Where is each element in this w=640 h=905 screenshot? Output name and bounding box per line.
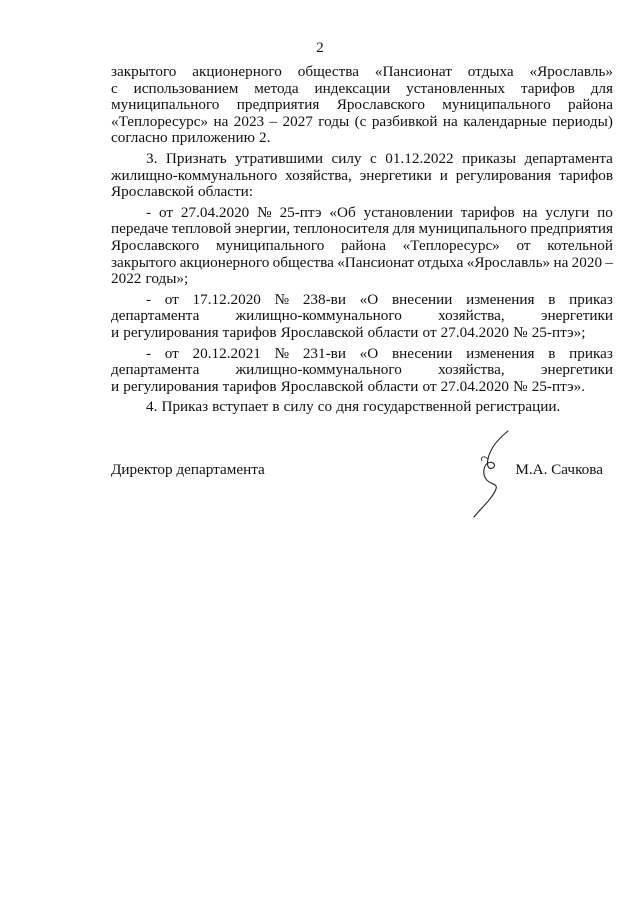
text-line (111, 64, 613, 81)
text-line (111, 151, 613, 168)
word: приложению (171, 129, 255, 147)
word: регулирования (123, 323, 219, 341)
word: тарифов (460, 203, 515, 221)
word: – (269, 112, 278, 130)
word: передаче (111, 220, 169, 238)
word: «О (359, 344, 379, 362)
word: внесении (391, 344, 453, 362)
word: от (164, 344, 179, 362)
text-line (111, 81, 613, 98)
word: приказ (569, 290, 613, 308)
word: Ярославской (280, 377, 364, 395)
page-number: 2 (316, 40, 324, 56)
word: и (111, 323, 120, 341)
word: № (274, 290, 290, 308)
word: предприятия (236, 96, 320, 114)
text-line (111, 325, 613, 342)
word: района (568, 96, 613, 114)
word: – (605, 253, 613, 271)
word: от (422, 323, 437, 341)
word: «Об (329, 203, 356, 221)
word: муниципального (418, 220, 527, 238)
signatory-title: Директор департамента (111, 461, 265, 478)
word: общества (272, 253, 334, 271)
word: Признать (165, 149, 227, 167)
word: 25-птэ». (531, 377, 586, 395)
text-line (111, 184, 613, 201)
word: общества (297, 63, 359, 80)
word: «Пансионат (374, 63, 452, 80)
word: «Теплоресурс» (111, 112, 209, 130)
word: для (392, 220, 415, 238)
word: области: (198, 183, 254, 201)
word: закрытого (111, 63, 177, 80)
word: 27.04.2020 (440, 377, 510, 395)
word: хозяйства, (438, 361, 505, 379)
word: - (146, 290, 152, 308)
word: приказы (462, 149, 517, 167)
word: 25-птэ (279, 203, 322, 221)
word: - (146, 344, 152, 362)
word: Ярославского (111, 236, 200, 254)
word: предприятия (530, 220, 613, 238)
word: района (341, 236, 386, 254)
word: на (522, 203, 538, 221)
text-line (111, 292, 613, 309)
word: 238-ви (302, 290, 346, 308)
word: 3. (146, 149, 158, 167)
word: энергетики (540, 361, 613, 379)
word: услуги (545, 203, 590, 221)
word: индексации (314, 79, 391, 97)
text-line (111, 362, 613, 379)
word: жилищно-коммунального (235, 307, 402, 325)
word: хозяйства, (438, 307, 505, 325)
text-line (111, 308, 613, 325)
word: 2027 (282, 112, 313, 130)
word: вступает (212, 398, 269, 416)
word: «Пансионат (337, 253, 415, 271)
word: 2022 (111, 270, 142, 288)
word: «Ярославль» (466, 253, 551, 271)
word: Ярославского (336, 96, 425, 114)
word: тарифов (559, 166, 613, 184)
word: изменения (466, 290, 535, 308)
word: периоды) (552, 112, 613, 130)
word: департамента (111, 361, 200, 379)
word: отдыха (417, 253, 464, 271)
word: Приказ (161, 398, 209, 416)
word: 2023 (233, 112, 265, 130)
word: жилищно-коммунального (111, 166, 278, 184)
word: 01.12.2022 (385, 149, 454, 167)
word: № (257, 203, 272, 221)
word: энергетики (359, 166, 432, 184)
word: Ярославской (111, 183, 194, 201)
word: и (111, 377, 120, 395)
word: котельной (547, 236, 613, 254)
word: № (513, 377, 528, 395)
word: утратившими (235, 149, 323, 167)
word: муниципального (442, 96, 551, 114)
word: календарные (463, 112, 547, 130)
word: государственной (363, 398, 472, 416)
word: изменения (466, 344, 535, 362)
word: установленных (406, 79, 506, 97)
word: 27.04.2020 (440, 323, 510, 341)
word: силу (331, 149, 362, 167)
word: и (439, 166, 448, 184)
word: внесении (391, 290, 453, 308)
text-line (111, 399, 613, 416)
word: с (111, 79, 118, 97)
word: тарифов (222, 377, 277, 395)
word: «Ярославль» (529, 63, 613, 80)
text-line (111, 221, 613, 238)
text-line (111, 255, 613, 272)
word: регулирования (455, 166, 552, 184)
word: в (272, 398, 280, 416)
word: № (513, 323, 528, 341)
word: годы»; (145, 270, 189, 288)
word: жилищно-коммунального (235, 361, 402, 379)
word: для (590, 79, 613, 97)
word: № (274, 344, 290, 362)
word: в (548, 290, 556, 308)
word: установлении (363, 203, 453, 221)
word: от (422, 377, 437, 395)
word: акционерного (179, 253, 270, 271)
word: тепловой (171, 220, 232, 238)
word: 2. (259, 129, 271, 147)
text-line (111, 205, 613, 222)
word: 27.04.2020 (180, 203, 250, 221)
word: силу (283, 398, 314, 416)
word: тарифов (520, 79, 575, 97)
handwritten-signature (468, 427, 518, 519)
word: 25-птэ»; (531, 323, 586, 341)
word: акционерного (192, 63, 282, 80)
word: от (516, 236, 531, 254)
text-line (111, 114, 613, 131)
word: хозяйства, (285, 166, 352, 184)
signatory-name: М.А. Сачкова (515, 461, 603, 478)
word: от (164, 290, 179, 308)
word: метода (254, 79, 299, 97)
word: 20.12.2021 (192, 344, 261, 362)
word: муниципального (215, 236, 325, 254)
text-line (111, 379, 613, 396)
word: разбивкой (371, 112, 438, 130)
document-body (111, 64, 613, 416)
word: 17.12.2020 (192, 290, 261, 308)
word: от (158, 203, 173, 221)
word: департамента (111, 307, 200, 325)
word: использованием (133, 79, 239, 97)
word: дня (336, 398, 360, 416)
word: на (213, 112, 229, 130)
word: в (548, 344, 556, 362)
word: на (442, 112, 458, 130)
word: регистрации. (475, 398, 561, 416)
word: отдыха (467, 63, 514, 80)
word: департамента (524, 149, 613, 167)
word: 2020 (571, 253, 603, 271)
word: теплоносителя (293, 220, 390, 238)
text-line (111, 130, 613, 147)
word: с (370, 149, 377, 167)
word: (с (354, 112, 367, 130)
text-line (111, 97, 613, 114)
word: области (367, 323, 419, 341)
word: на (553, 253, 569, 271)
word: согласно (111, 129, 168, 147)
word: регулирования (123, 377, 219, 395)
text-line (111, 238, 613, 255)
word: Ярославской (280, 323, 364, 341)
word: приказ (569, 344, 613, 362)
word: области (367, 377, 419, 395)
word: закрытого (111, 253, 177, 271)
text-line (111, 271, 613, 288)
word: энергетики (540, 307, 613, 325)
word: - (146, 203, 152, 221)
word: «О (359, 290, 379, 308)
word: со (317, 398, 333, 416)
word: годы (318, 112, 350, 130)
text-line (111, 346, 613, 363)
word: тарифов (222, 323, 277, 341)
word: по (597, 203, 613, 221)
word: 231-ви (302, 344, 346, 362)
word: 4. (146, 398, 158, 416)
word: «Теплоресурс» (402, 236, 500, 254)
text-line (111, 168, 613, 185)
word: муниципального (111, 96, 220, 114)
word: энергии, (234, 220, 291, 238)
